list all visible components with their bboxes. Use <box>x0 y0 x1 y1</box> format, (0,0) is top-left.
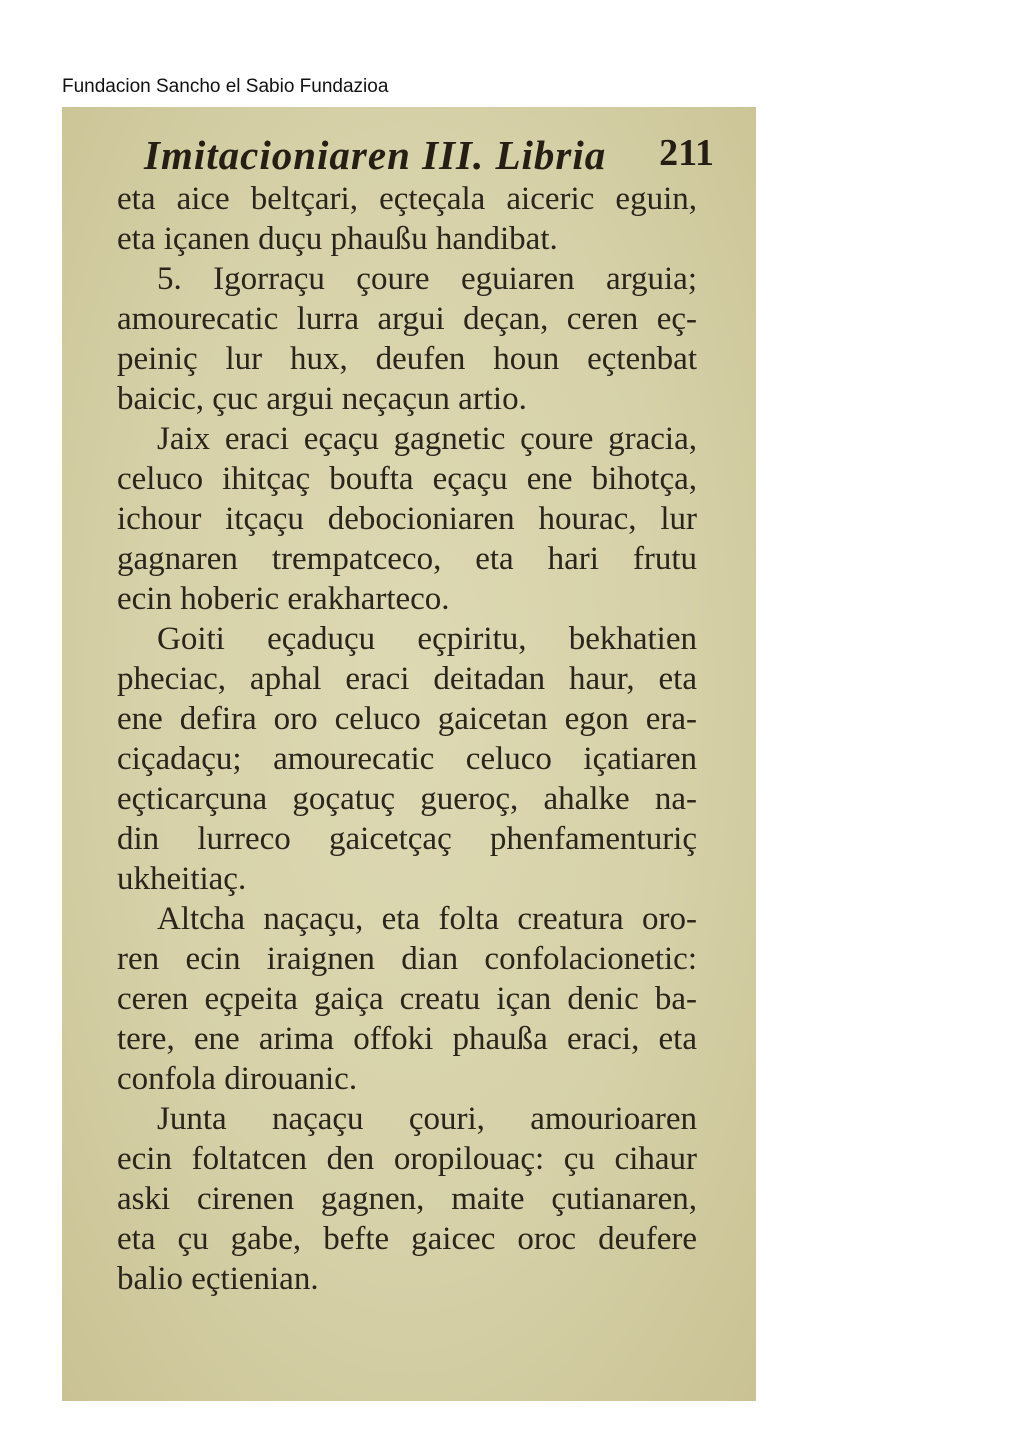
text-line: ren ecin iraignen dian confolacionetic: <box>117 941 697 977</box>
text-line: confola dirouanic. <box>117 1061 358 1097</box>
text-line: tere, ene arima offoki phaußa eraci, eta <box>117 1021 697 1057</box>
text-line: eta aice beltçari, eçteçala aiceric eguin, <box>117 181 697 217</box>
text-line: ceren eçpeita gaiça creatu içan denic ba- <box>117 981 697 1017</box>
text-line: din lurreco gaicetçaç phenfamenturiç <box>117 821 697 857</box>
text-line: ichour itçaçu debocioniaren hourac, lur <box>117 501 697 537</box>
text-line: Goiti eçaduçu eçpiritu, bekhatien <box>157 621 697 657</box>
text-line: gagnaren trempatceco, eta hari frutu <box>117 541 697 577</box>
text-line: eta içanen duçu phaußu handibat. <box>117 221 558 257</box>
text-line: eta çu gabe, befte gaicec oroc deufere <box>117 1221 697 1257</box>
text-line: ciçadaçu; amourecatic celuco içatiaren <box>117 741 697 777</box>
text-line: eçticarçuna goçatuç gueroç, ahalke na- <box>117 781 697 817</box>
watermark-text: Fundacion Sancho el Sabio Fundazioa <box>62 76 389 97</box>
page-number: 211 <box>659 132 714 174</box>
scanned-page <box>62 107 756 1401</box>
text-line: ecin foltatcen den oropilouaç: çu cihaur <box>117 1141 697 1177</box>
text-line: pheciac, aphal eraci deitadan haur, eta <box>117 661 697 697</box>
text-line: Junta naçaçu çouri, amourioaren <box>157 1101 697 1137</box>
running-head <box>144 127 714 177</box>
text-line: aski cirenen gagnen, maite çutianaren, <box>117 1181 697 1217</box>
text-line: ecin hoberic erakharteco. <box>117 581 450 617</box>
body-text <box>117 179 697 1299</box>
text-line: peiniç lur hux, deufen houn eçtenbat <box>117 341 697 377</box>
text-line: Jaix eraci eçaçu gagnetic çoure gracia, <box>157 421 697 457</box>
text-line: Altcha naçaçu, eta folta creatura oro- <box>157 901 697 937</box>
text-line: celuco ihitçaç boufta eçaçu ene bihotça, <box>117 461 697 497</box>
text-line: ene defira oro celuco gaicetan egon era- <box>117 701 697 737</box>
text-line: 5. Igorraçu çoure eguiaren arguia; <box>157 261 697 297</box>
text-line: baicic, çuc argui neçaçun artio. <box>117 381 527 417</box>
text-line: ukheitiaç. <box>117 861 247 897</box>
text-line: balio eçtienian. <box>117 1261 319 1297</box>
text-line: amourecatic lurra argui deçan, ceren eç- <box>117 301 697 337</box>
running-head-title: Imitacioniaren III. Libria <box>144 132 607 178</box>
